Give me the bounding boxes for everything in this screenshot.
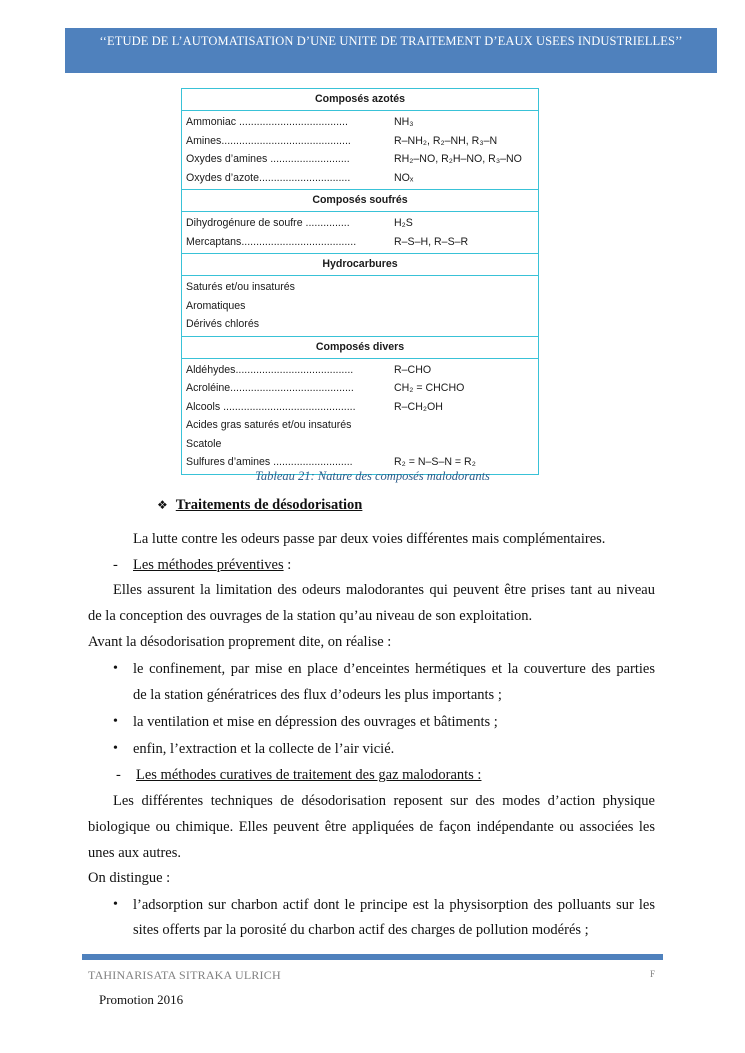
table-row: [182, 113, 538, 132]
bullet-text: le confinement, par mise en place d’enceintes hermétiques et la couverture des parties: [133, 661, 655, 677]
compound-formula: CH₂ = CHCHO: [394, 382, 465, 394]
preventive-heading-colon: :: [283, 557, 292, 573]
preventive-intro-line: Avant la désodorisation proprement dite, on réalise :: [88, 634, 392, 650]
table-row: [182, 297, 538, 316]
compound-formula: [390, 315, 394, 334]
compound-formula: [390, 278, 394, 297]
compound-formula: R–S–H, R–S–R: [394, 235, 469, 248]
compound-name: Aromatiques: [186, 299, 246, 312]
preventive-paragraph-line: Elles assurent la limitation des odeurs malodorantes qui peuvent être prises tant au niveau: [113, 582, 655, 598]
compound-formula: NH₃: [394, 116, 414, 128]
compound-name: Oxydes d’azote...............................: [186, 171, 351, 184]
compound-name: Dihydrogénure de soufre ...............: [186, 217, 350, 229]
compound-formula: [390, 435, 394, 454]
compound-name: Dérivés chlorés: [186, 318, 260, 330]
bullet-icon: •: [113, 661, 118, 676]
table-row: [182, 379, 538, 398]
curative-paragraph-line: unes aux autres.: [88, 845, 182, 861]
table-row: [182, 435, 538, 454]
bullet-text: enfin, l’extraction et la collecte de l’air vicié.: [133, 741, 395, 757]
table-row: [182, 233, 538, 252]
header-band: [65, 28, 717, 73]
footer-author: TAHINARISATA SITRAKA ULRICH: [88, 968, 281, 982]
footer-promotion: Promotion 2016: [99, 992, 184, 1007]
bullet-text: de la station génératrices des flux d’odeurs les plus importants ;: [133, 687, 502, 703]
table-section-title: Composés azotés: [182, 89, 538, 111]
compound-formula: RH₂–NO, R₂H–NO, R₃–NO: [394, 153, 522, 165]
diamond-bullet-icon: ❖: [157, 498, 168, 512]
bullet-icon: •: [113, 741, 118, 756]
curative-paragraph-line: Les différentes techniques de désodorisation reposent sur des modes d’action physique: [113, 793, 655, 809]
compounds-table: [181, 88, 539, 475]
table-row: [182, 132, 538, 151]
table-section-body: [182, 276, 538, 337]
header-title: ‘‘ETUDE DE L’AUTOMATISATION D’UNE UNITE DE TRAITEMENT D’EAUX USEES INDUSTRIELLES’’: [99, 34, 683, 48]
compound-name: Saturés et/ou insaturés: [186, 281, 295, 293]
compound-name: Ammoniac .....................................: [186, 116, 348, 128]
table-section-body: [182, 111, 538, 190]
curative-intro-line: On distingue :: [88, 870, 171, 886]
intro-paragraph: La lutte contre les odeurs passe par deux voies différentes mais complémentaires.: [133, 531, 606, 547]
compound-formula: R–NH₂, R₂–NH, R₃–N: [394, 134, 498, 147]
compound-name: Mercaptans.......................................: [186, 235, 357, 248]
compound-formula: H₂S: [394, 217, 413, 229]
dash-bullet-icon: -: [113, 557, 118, 573]
table-row: [182, 278, 538, 297]
preventive-heading: [133, 555, 291, 575]
footer-page-number: F: [650, 969, 656, 979]
footer-bar: [82, 954, 663, 960]
compound-name: Oxydes d’amines ...........................: [186, 153, 350, 165]
bullet-text: la ventilation et mise en dépression des ouvrages et bâtiments ;: [133, 714, 498, 730]
table-row: [182, 150, 538, 169]
dash-bullet-icon: -: [116, 767, 121, 783]
table-section-title: Composés divers: [182, 337, 538, 359]
compound-name: Acides gras saturés et/ou insaturés: [186, 419, 352, 431]
table-section-title: Composés soufrés: [182, 190, 538, 212]
table-row: [182, 169, 538, 188]
section-heading: [157, 497, 362, 514]
compound-formula: [390, 416, 394, 435]
compound-name: Aldéhydes........................................: [186, 363, 354, 376]
table-section-title: Hydrocarbures: [182, 254, 538, 276]
compound-name: Alcools .............................................: [186, 400, 356, 413]
table-section-body: [182, 359, 538, 474]
compound-formula: R₂ = N–S–N = R₂: [394, 456, 476, 468]
table-row: [182, 315, 538, 334]
compound-formula: R–CH₂OH: [394, 400, 443, 413]
compound-name: Amines............................................: [186, 134, 351, 147]
table-caption: Tableau 21: Nature des composés malodorants: [255, 469, 490, 483]
curative-heading: [136, 765, 481, 785]
bullet-text: sites offerts par la porosité du charbon actif des charges de pollution modérés ;: [133, 922, 589, 938]
table-row: [182, 361, 538, 380]
compound-formula: [390, 297, 394, 316]
section-heading-text: Traitements de désodorisation: [175, 497, 363, 513]
compound-name: Acroléine..........................................: [186, 382, 354, 394]
bullet-text: l’adsorption sur charbon actif dont le principe est la physisorption des polluants sur les: [133, 897, 655, 913]
bullet-icon: •: [113, 714, 118, 729]
table-section-body: [182, 212, 538, 254]
preventive-paragraph-line: de la conception des ouvrages de la station qu’au niveau de son exploitation.: [88, 608, 533, 624]
table-row: [182, 214, 538, 233]
compound-formula: NOₓ: [394, 171, 414, 184]
curative-paragraph-line: biologique ou chimique. Elles peuvent être appliquées de façon indépendante ou associées les: [88, 819, 655, 835]
compound-name: Sulfures d’amines ...........................: [186, 456, 353, 468]
preventive-heading-text: Les méthodes préventives: [133, 557, 284, 573]
compound-name: Scatole: [186, 437, 222, 450]
compound-formula: R–CHO: [394, 363, 432, 376]
table-row: [182, 416, 538, 435]
curative-heading-text: Les méthodes curatives de traitement des gaz malodorants :: [136, 767, 482, 783]
bullet-icon: •: [113, 897, 118, 912]
table-row: [182, 398, 538, 417]
